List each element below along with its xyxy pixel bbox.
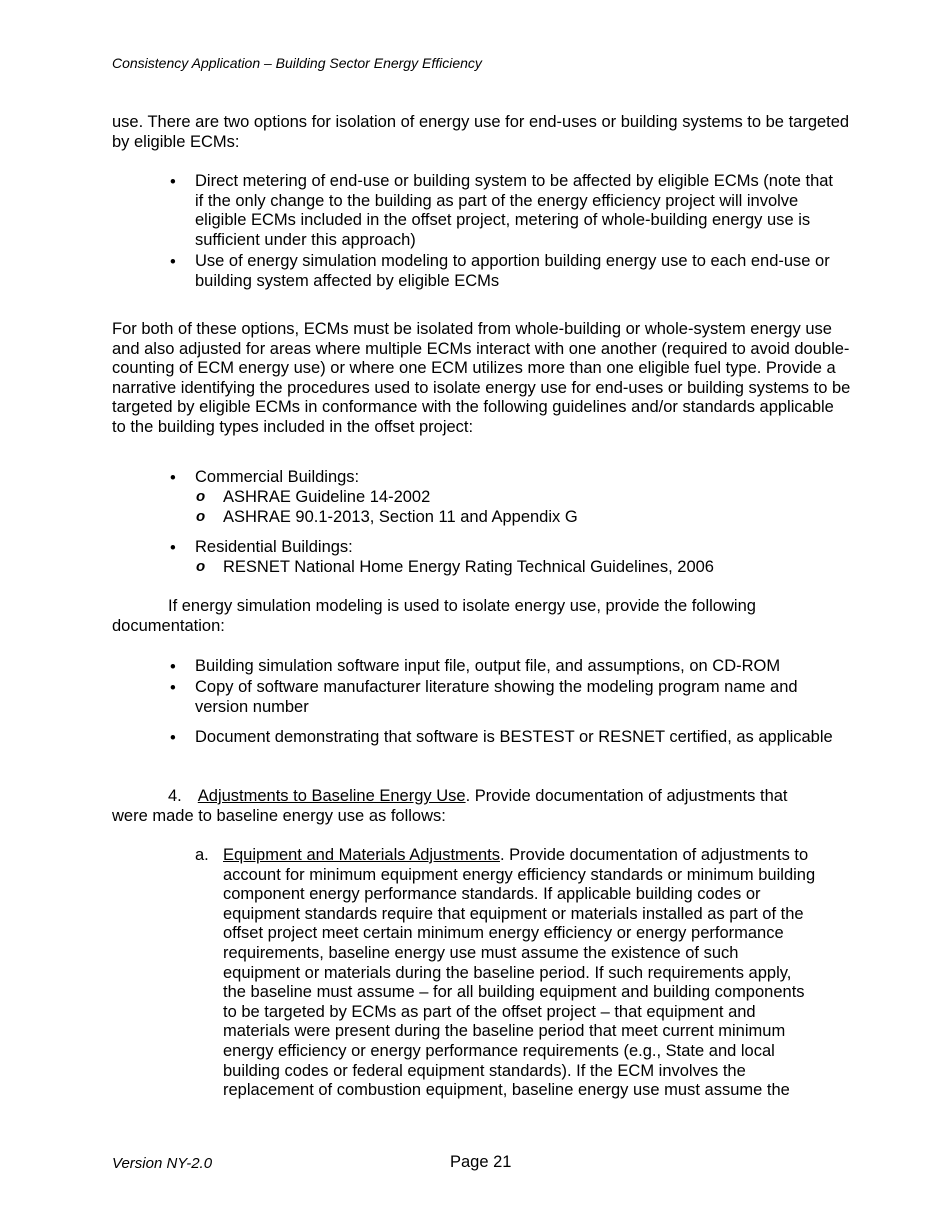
bullet-icon: •	[170, 679, 176, 697]
sim-doc-item: Building simulation software input file, output file, and assumptions, on CD-ROM	[195, 657, 781, 675]
item-a-line: replacement of combustion equipment, baseline energy use must assume the	[223, 1081, 790, 1100]
item-a-line: account for minimum equipment energy efficiency standards or minimum building	[223, 865, 816, 884]
sim-doc-item: Copy of software manufacturer literature showing the modeling program name and version number	[195, 678, 798, 716]
option-simulation: Use of energy simulation modeling to apportion building energy use to each end-use or building system affected by eligible ECMs	[195, 252, 830, 290]
option-direct-metering: Direct metering of end-use or building system to be affected by eligible ECMs (note that if the only change to the building as part of the energy efficiency project will involve eligible ECMs included in the offset project, metering of whole-building energy use is sufficient under this approach)	[195, 172, 834, 249]
bullet-icon: •	[170, 253, 176, 271]
bullet-icon: •	[170, 173, 176, 191]
section-text-continued: were made to baseline energy use as follows:	[112, 806, 446, 825]
section-number: 4.	[168, 787, 182, 805]
item-a-line: to be targeted by ECMs as part of the offset project – that equipment and	[223, 1002, 756, 1021]
footer-version: Version NY-2.0	[112, 1155, 213, 1172]
item-a-line: equipment standards require that equipment or materials installed as part of the	[223, 904, 804, 923]
item-a-line: . Provide documentation of adjustments to	[499, 846, 809, 864]
item-a-line: energy efficiency or energy performance requirements (e.g., State and local	[223, 1041, 775, 1060]
item-a-line: building codes or federal equipment standards). If the ECM involves the	[223, 1061, 746, 1080]
section-text: . Provide documentation of adjustments that	[465, 787, 788, 805]
item-a-line: the baseline must assume – for all building equipment and building components	[223, 983, 805, 1002]
standard-item: RESNET National Home Energy Rating Technical Guidelines, 2006	[223, 558, 714, 576]
page-header: Consistency Application – Building Sector Energy Efficiency	[112, 55, 482, 71]
item-a-line: offset project meet certain minimum energy efficiency or energy performance	[223, 924, 784, 943]
standard-item: ASHRAE 90.1-2013, Section 11 and Appendix G	[223, 508, 578, 526]
item-a-line: equipment or materials during the baseline period. If such requirements apply,	[223, 963, 792, 982]
sub-bullet-icon: o	[196, 558, 206, 575]
section-4-paragraph	[112, 787, 852, 826]
section-title: Adjustments to Baseline Energy Use	[197, 787, 466, 805]
sim-doc-item: Document demonstrating that software is BESTEST or RESNET certified, as applicable	[195, 728, 833, 746]
item-letter: a.	[195, 846, 209, 864]
item-a-line: component energy performance standards. If applicable building codes or	[223, 885, 761, 904]
item-a-title: Equipment and Materials Adjustments	[223, 846, 500, 864]
bullet-icon: •	[170, 539, 176, 557]
intro-paragraph: use. There are two options for isolation of energy use for end-uses or building systems to be targeted by eligible ECMs:	[112, 113, 850, 151]
item-a-line: materials were present during the baseline period that meet current minimum	[223, 1022, 786, 1041]
standard-item: ASHRAE Guideline 14-2002	[223, 488, 431, 506]
sub-bullet-icon: o	[196, 508, 206, 525]
bullet-icon: •	[170, 729, 176, 747]
item-a-line: requirements, baseline energy use must assume the existence of such	[223, 943, 739, 962]
item-a-paragraph	[223, 846, 848, 1101]
both-options-paragraph: For both of these options, ECMs must be isolated from whole-building or whole-system energy use and also adjusted for areas where multiple ECMs interact with one another (required to avoid double-counting of ECM energy use) or where one ECM utilizes more than one eligible fuel type. Provide a narrative identifying the procedures used to isolate energy use for end-uses or building systems to be targeted by eligible ECMs in conformance with the following guidelines and/or standards applicable to the building types included in the offset project:	[112, 320, 851, 436]
simulation-intro-paragraph: If energy simulation modeling is used to isolate energy use, provide the following documentation:	[112, 597, 756, 635]
footer-page-number: Page 21	[450, 1153, 512, 1171]
commercial-buildings-label: Commercial Buildings:	[195, 468, 360, 486]
sub-bullet-icon: o	[196, 488, 206, 505]
bullet-icon: •	[170, 658, 176, 676]
residential-buildings-label: Residential Buildings:	[195, 538, 353, 556]
bullet-icon: •	[170, 469, 176, 487]
